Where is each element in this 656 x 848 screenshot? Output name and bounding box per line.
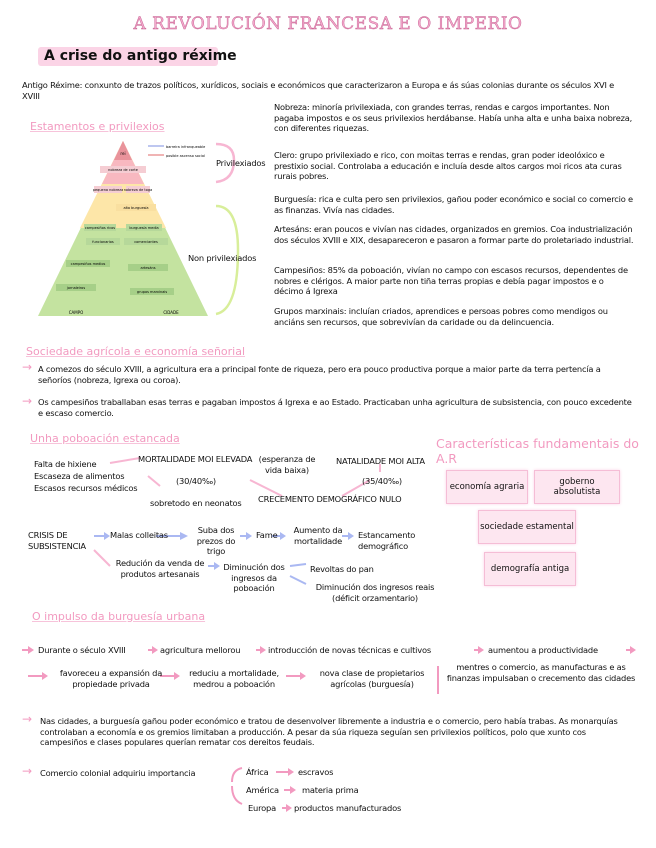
estamentos-pyramid <box>36 138 211 320</box>
desc-campesinos: Campesiños: 85% da poboación, vivían no campo con escasos recursos, dependentes de nobres e clérigos. A maior parte non tiña terras propias e debía pagar impostos e o décimo á Igrexa <box>274 265 628 296</box>
colonial-item-escravos: escravos <box>298 767 334 777</box>
cause-hixiene: Falta de hixiene <box>34 459 97 469</box>
arrow-icon: → <box>22 764 33 778</box>
pyramid-label: campesiños medios <box>70 262 106 266</box>
pyramid-label: jornaleiros <box>66 286 86 290</box>
desc-grupos-marxinais: Grupos marxinais: incluían criados, aprendices e persoas pobres como mendigos ou anciáns sen recursos, que sobrevivían da caridade ou da delincuencia. <box>274 306 608 327</box>
pyramid-label: grupos marxinais <box>136 290 168 294</box>
card-demografia-antiga: demografía antiga <box>484 552 576 586</box>
sociedade-item-2: Os campesiños traballaban esas terras e pagaban impostos á Igrexa e ao Estado. Practicaban unha agricultura de subsistencia, con pouco excedente e escaso comercio. <box>38 397 632 418</box>
pyramid-label: artesáns <box>140 266 156 270</box>
legend-label: barreira infranqueable <box>166 145 206 149</box>
estamentos-heading: Estamentos e privilexios <box>30 120 165 133</box>
burguesia-row1-4: aumentou a productividade <box>488 645 598 655</box>
cause-recursos: Escasos recursos médicos <box>34 483 138 493</box>
pyramid-label: nobreza de corte <box>108 168 138 172</box>
natalidade-label: NATALIDADE MOI ALTA <box>336 456 425 466</box>
esperanza-label: (esperanza de vida baixa) <box>258 454 316 475</box>
chain-aumento-mortalidade: Aumento da mortalidade <box>293 525 343 546</box>
arrow-icon: → <box>22 712 33 726</box>
chain-ingresos-reais: Diminución dos ingresos reais (déficit orzamentario) <box>315 582 435 603</box>
arrow-icon: → <box>22 360 33 374</box>
burguesia-row1-2: agricultura mellorou <box>160 645 241 655</box>
pyramid-label: nobreza de toga <box>123 188 153 192</box>
card-goberno-absolutista: goberno absolutista <box>534 470 620 504</box>
pyramid-label: comerciantes <box>134 240 158 244</box>
page-title: A REVOLUCIÓN FRANCESA E O IMPERIO <box>133 14 523 34</box>
antigo-rexime-definition: Antigo Réxime: conxunto de trazos políticos, xurídicos, sociais e económicos que caracterizaron a Europa e ás súas colonias durante os séculos XVI e XVIII <box>22 80 615 101</box>
sobretodo-label: sobretodo en neonatos <box>150 498 242 508</box>
comercio-colonial-label: Comercio colonial adquiriu importancia <box>40 768 196 778</box>
pyramid-label: pequena nobreza <box>92 188 124 192</box>
colonial-place-africa: África <box>246 767 269 777</box>
burguesia-row1-3: introducción de novas técnicas e cultivos <box>268 645 431 655</box>
crise-label: CRISIS DE SUBSISTENCIA <box>28 530 86 551</box>
chain-malas-colleitas: Malas colleitas <box>110 530 168 540</box>
desc-artesans: Artesáns: eran poucos e vivían nas cidades, organizados en gremios. Coa industrialización dos séculos XVIII e XIX, desapareceron e pasaron a formar parte do proletariado industrial. <box>274 224 634 245</box>
pyramid-label: funcionarios <box>92 240 114 244</box>
pyramid-label: alta burguesía <box>123 206 149 210</box>
colonial-place-america: América <box>246 785 279 795</box>
desc-clero: Clero: grupo privilexiado e rico, con moitas terras e rendas, gran poder ideolóxico e prestixio social. Controlaba a educación e incluía desde altos cargos moi ricos ata curas rurais pobres. <box>274 150 622 181</box>
sociedade-item-1: A comezos do século XVIII, a agricultura era a principal fonte de riqueza, pero era pouco productiva porque a maior parte da terra pertencía a señoríos (nobreza, Igrexa ou coroa). <box>38 364 601 385</box>
cause-alimentos: Escaseza de alimentos <box>34 471 125 481</box>
burguesia-row2-2: reduciu a mortalidade, medrou a poboación <box>189 668 279 689</box>
desc-nobreza: Nobreza: minoría privilexiada, con grandes terras, rendas e cargos importantes. Non pagaba impostos e os seus privilexios herdábanse. Había unha alta e unha baixa nobreza, con diferentes riquezas. <box>274 102 633 133</box>
pyramid-label: campesiños ricos <box>84 226 116 230</box>
privilexiados-label: Privilexiados <box>216 158 266 168</box>
chain-revoltas-pan: Revoltas do pan <box>310 564 374 574</box>
chain-fame: Fame <box>256 530 278 540</box>
desc-burguesia: Burguesía: rica e culta pero sen privilexios, gañou poder económico e social co comercio e as finanzas. Vivía nas cidades. <box>274 194 633 215</box>
burguesia-row1-1: Durante o século XVIII <box>38 645 126 655</box>
chain-diminucion-ingresos: Diminución dos ingresos da poboación <box>223 562 285 593</box>
colonial-place-europa: Europa <box>248 803 276 813</box>
mortalidade-label: MORTALIDADE MOI ELEVADA <box>138 454 253 464</box>
non-privilexiados-label: Non privilexiados <box>188 253 257 263</box>
card-sociedade-estamental: sociedade estamental <box>478 510 576 544</box>
crecemento-label: CRECEMENTO DEMOGRÁFICO NULO <box>258 494 402 504</box>
chain-reducion-venda: Redución da venda de produtos artesanais <box>115 558 205 579</box>
chain-suba-prezos: Suba dos prezos do trigo <box>196 525 236 556</box>
burguesia-row2-4: mentres o comercio, as manufacturas e as finanzas impulsaban o crecemento das cidades <box>446 662 636 683</box>
burguesia-text: Nas cidades, a burguesía gañou poder económico e tratou de desenvolver libremente a industria e o comercio, pero había trabas. As monarquías controlaban a economía e os gremios limitaban a producción. A pesar da súa riqueza seguían sen privilexios políticos, polo que xunto cos campesiños e clases populares querían rematar cos dereitos feudais. <box>40 716 618 747</box>
sociedade-heading: Sociedade agrícola e economía señorial <box>26 345 246 358</box>
natalidade-value: (35/40‰) <box>362 476 402 486</box>
pyramid-label-cidade: CIDADE <box>163 310 179 315</box>
section-heading-crise: A crise do antigo réxime <box>44 48 237 64</box>
colonial-item-productos: productos manufacturados <box>294 803 402 813</box>
pyramid-label-campo: CAMPO <box>68 310 84 315</box>
colonial-item-materia-prima: materia prima <box>302 785 359 795</box>
chain-estancamento: Estancamento demográfico <box>358 530 416 551</box>
arrow-icon: → <box>22 394 33 408</box>
pyramid-label-rei: rei <box>120 151 126 156</box>
legend-label: posible ascenso social <box>166 154 205 158</box>
pyramid-label: burguesía media <box>129 226 159 230</box>
burguesia-row2-3: nova clase de propietarios agrícolas (burguesía) <box>319 668 425 689</box>
burguesia-heading: O impulso da burguesía urbana <box>32 610 206 623</box>
caracteristicas-heading: Características fundamentais do A.R <box>436 436 639 466</box>
card-economia-agraria: economía agraria <box>446 470 528 504</box>
burguesia-row2-1: favoreceu a expansión da propiedade privada <box>59 668 163 689</box>
mortalidade-value: (30/40‰) <box>176 476 216 486</box>
poboacion-heading: Unha poboación estancada <box>30 432 180 445</box>
